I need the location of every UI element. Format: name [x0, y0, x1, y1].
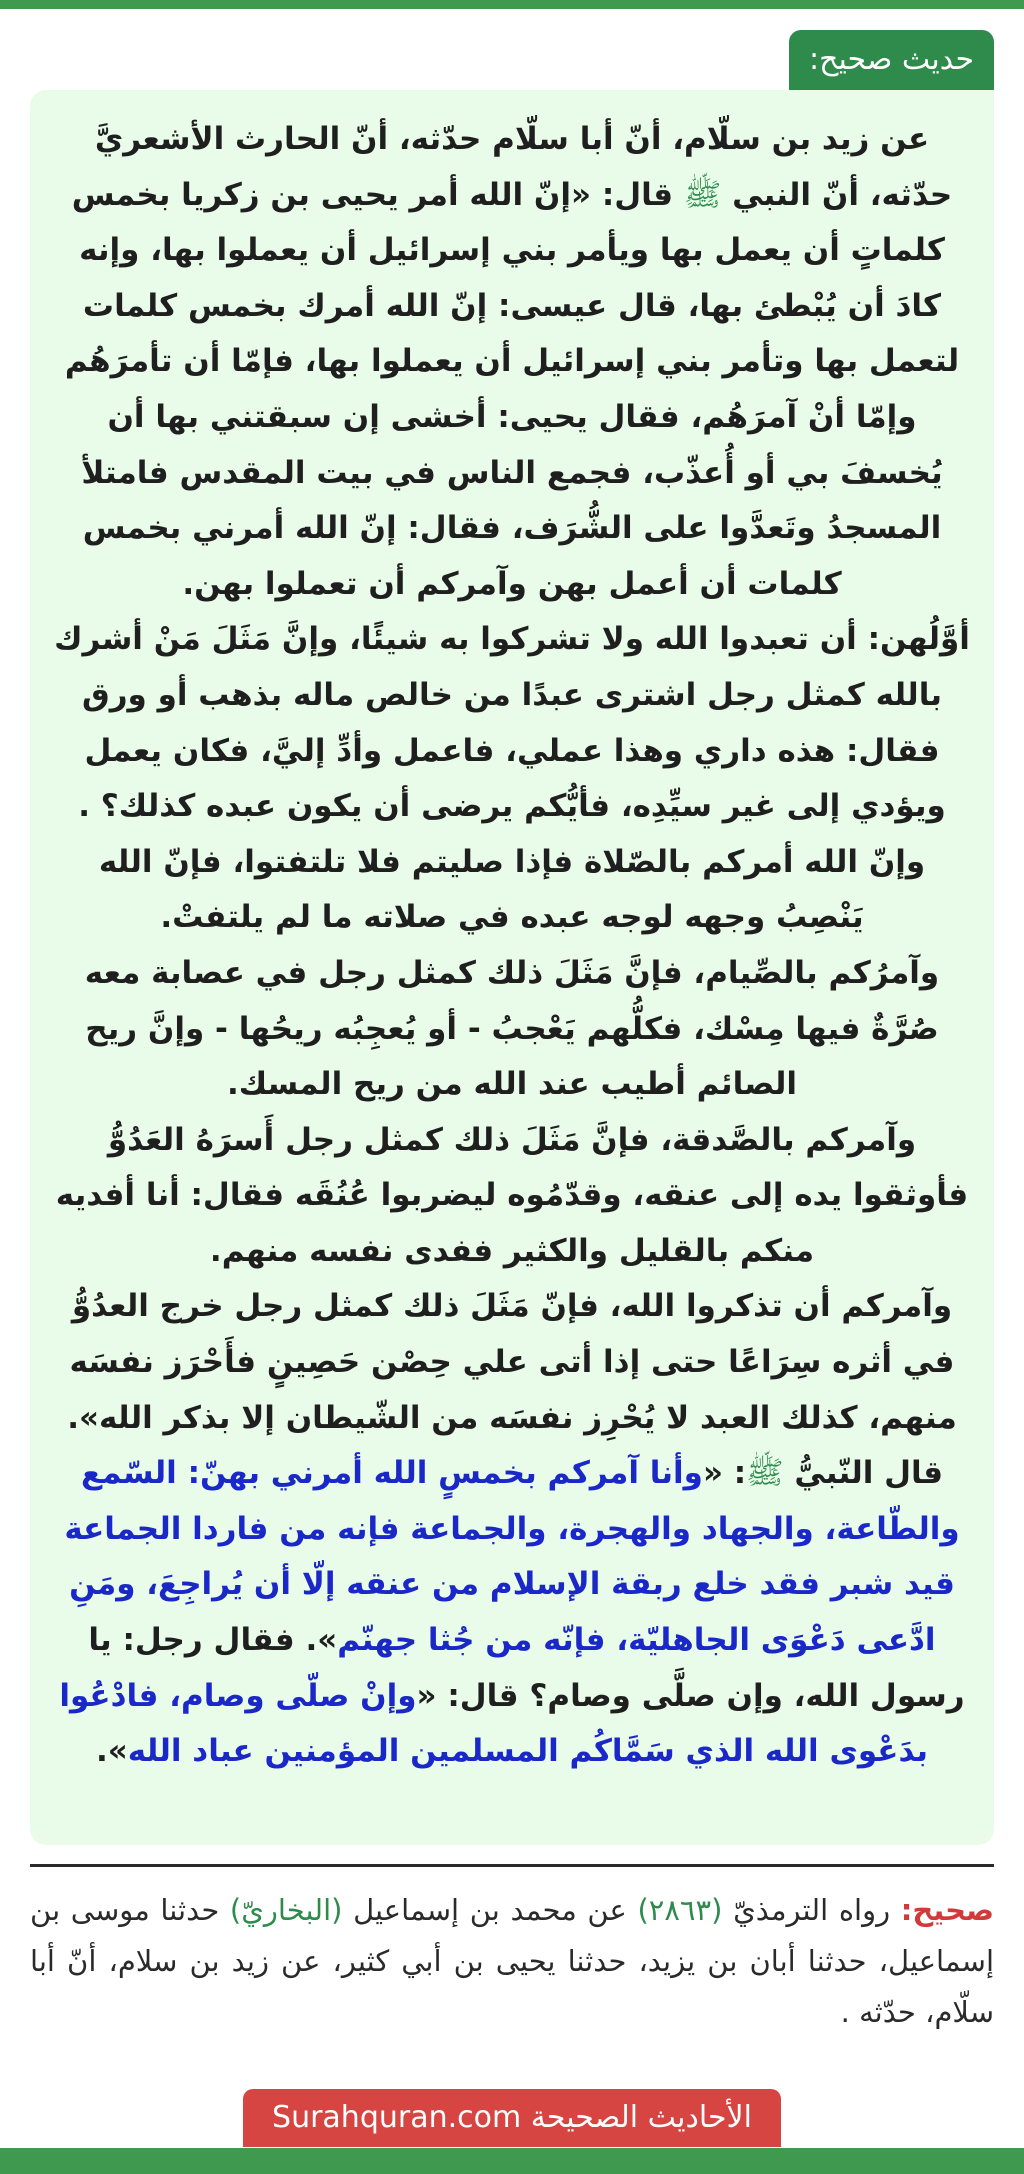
hadith-intro-text: عن زيد بن سلّام، أنّ أبا سلّام حدّثه، أنّ الحارث الأشعريَّ حدّثه، أنّ النبي — [94, 121, 953, 213]
salawat-symbol: ﷺ — [683, 176, 722, 213]
site-footer-badge[interactable]: الأحاديث الصحيحة Surahquran.com — [243, 2089, 781, 2147]
bottom-accent-bar — [0, 2148, 1024, 2174]
source-reference-number: (٢٨٦٣) — [637, 1893, 723, 1927]
salawat-symbol: ﷺ — [746, 1455, 784, 1492]
hadith-paragraph-intro — [52, 112, 972, 612]
section-divider — [30, 1864, 994, 1867]
hadith-source-citation — [30, 1885, 994, 2038]
source-text-chain-rest: حدثنا موسى بن إسماعيل، حدثنا أبان بن يزيد، حدثنا يحيى بن أبي كثير، عن زيد بن سلام، أنّ أبا سلّام، حدّثه . — [30, 1893, 994, 2029]
highlighted-quote-call: وإنْ صلّى وصام، فادْعُوا بدَعْوى الله الذي سَمَّاكُم المسلمين المؤمنين عباد الله — [59, 1677, 929, 1770]
source-reference-bukhari: (البخاريّ) — [229, 1893, 343, 1927]
final-intro-text: قال النّبيُّ — [794, 1455, 943, 1492]
hadith-paragraph-charity: وآمركم بالصَّدقة، فإنَّ مَثَلَ ذلك كمثل رجل أَسرَهُ العَدُوُّ فأوثقوا يده إلى عنقه، وقدّمُوه ليضربوا عُنُقَه فقال: أنا أفديه منكم بالقليل والكثير ففدى نفسه منهم. — [55, 1121, 969, 1269]
source-grade: صحيح: — [900, 1893, 995, 1927]
final-quote-close: ». — [95, 1733, 128, 1770]
final-question-text: ». فقال رجل: يا رسول الله، وإن صلَّى وصام؟ قال: « — [88, 1622, 965, 1714]
hadith-paragraph-first: أوَّلُهن: أن تعبدوا الله ولا تشركوا به شيئًا، وإنَّ مَثَلَ مَنْ أشرك بالله كمثل رجل اشترى عبدًا من خالص ماله بذهب أو ورق فقال: هذه داري وهذا عملي، فاعمل وأدِّ إليَّ، فكان يعمل ويؤدي إلى غير سيِّدِه، فأيُّكم يرضى أن يكون عبده كذلك؟ . — [54, 621, 970, 825]
source-text-narrator: رواه الترمذيّ — [733, 1893, 891, 1927]
top-accent-bar — [0, 0, 1024, 9]
source-text-chain: عن محمد بن إسماعيل — [353, 1893, 627, 1927]
final-quote-open: : « — [702, 1455, 747, 1492]
hadith-paragraph-remembrance: وآمركم أن تذكروا الله، فإنّ مَثَلَ ذلك كمثل رجل خرج العدُوُّ في أثره سِرَاعًا حتى إذا أتى علي حِصْن حَصِينٍ فأَحْرَز نفسَه منهم، كذلك العبد لا يُحْرِز نفسَه من الشّيطان إلا بذكر الله». — [67, 1288, 957, 1436]
hadith-text-box — [30, 90, 994, 1845]
hadith-intro-continued: قال: «إنّ الله أمر يحيى بن زكريا بخمس كلماتٍ أن يعمل بها ويأمر بني إسرائيل أن يعملوا بها، وإنه كادَ أن يُبْطئ بها، قال عيسى: إنّ الله أمرك بخمس كلمات لتعمل بها وتأمر بني إسرائيل أن يعملوا بها، فإمّا أن تأمرَهُم وإمّا أنْ آمرَهُم، فقال يحيى: أخشى إن سبقتني بها أن يُخسفَ بي أو أُعذّب، فجمع الناس في بيت المقدس فامتلأ المسجدُ وتَعدَّوا على الشُّرَف، فقال: إنّ الله أمرني بخمس كلمات أن أعمل بهن وآمركم أن تعملوا بهن. — [64, 176, 960, 602]
hadith-paragraph-final — [52, 1446, 972, 1780]
highlighted-quote-five-commands: وأنا آمركم بخمسٍ الله أمرني بهنّ: السّمع والطّاعة، والجهاد والهجرة، والجماعة فإنه من فاردا الجماعة قيد شبر فقد خلع ربقة الإسلام من عنقه إلّا أن يُراجِعَ، ومَنِ ادَّعى دَعْوَى الجاهليّة، فإنّه من جُثا جهنّم — [64, 1455, 960, 1659]
hadith-paragraph-prayer: وإنّ الله أمركم بالصّلاة فإذا صليتم فلا تلتفتوا، فإنّ الله يَنْصِبُ وجهه لوجه عبده في صلاته ما لم يلتفتْ. — [98, 843, 926, 936]
hadith-grade-label: حديث صحيح: — [789, 30, 994, 90]
hadith-paragraph-fasting: وآمرُكم بالصِّيام، فإنَّ مَثَلَ ذلك كمثل رجل في عصابة معه صُرَّةٌ فيها مِسْك، فكلُّهم يَعْجبُ - أو يُعجِبُه ريحُها - وإنَّ ريح الصائم أطيب عند الله من ريح المسك. — [84, 954, 940, 1103]
